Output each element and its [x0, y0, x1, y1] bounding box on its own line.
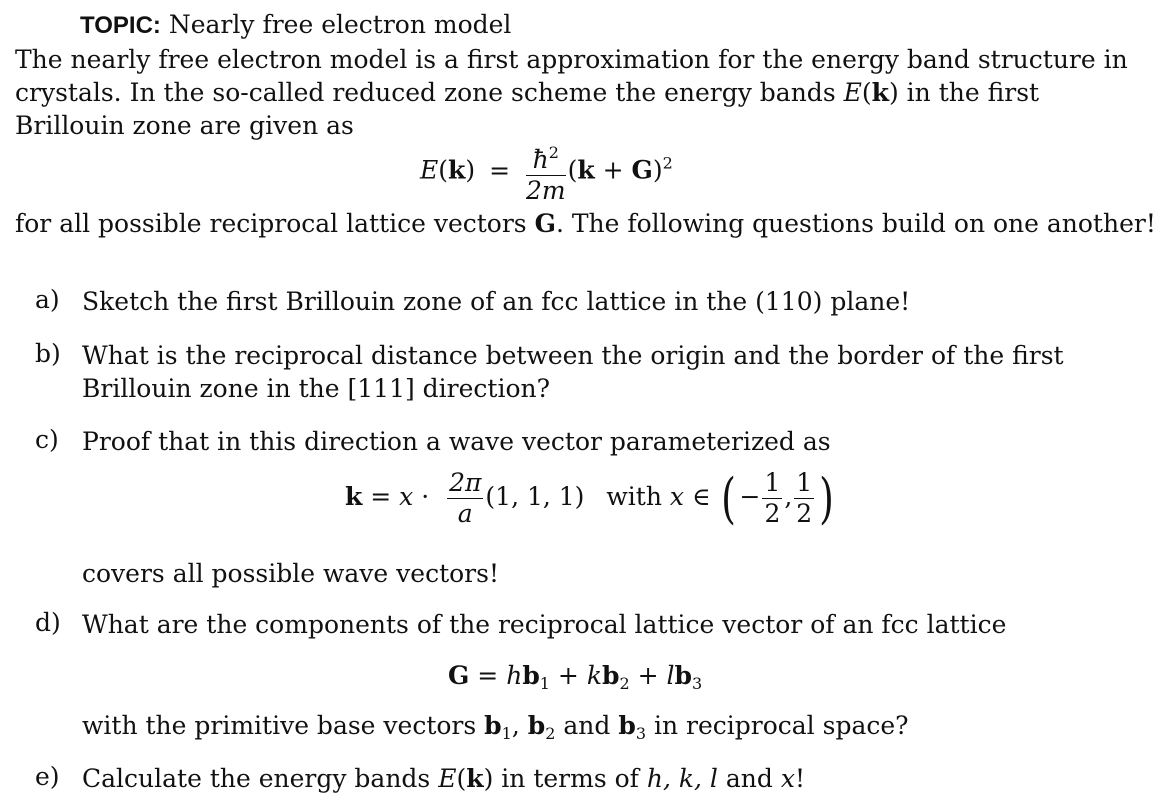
question-e-text: Calculate the energy bands E(k) in terms of h, k, l and x!	[82, 764, 805, 793]
e-text-b: in terms of	[501, 764, 639, 793]
question-e-label: e)	[35, 762, 60, 791]
eq2-fraction	[447, 470, 483, 527]
question-d-line-1: What are the components of the reciprocal lattice vector of an fcc lattice	[82, 610, 1007, 639]
eq3-s2: 2	[619, 674, 630, 693]
eq1-G: G	[631, 155, 653, 185]
eq1-fraction	[526, 140, 566, 204]
question-b-line-1: What is the reciprocal distance between the origin and the border of the first	[82, 341, 1064, 370]
d-b1: b	[484, 711, 502, 740]
d-line2-text: with the primitive base vectors	[82, 711, 477, 740]
eq1-paren: (	[438, 155, 449, 185]
open-paren-icon: (	[721, 466, 737, 530]
d-comma: ,	[511, 711, 520, 740]
reciprocal-vector-equation	[448, 659, 702, 700]
question-a-text: Sketch the first Brillouin zone of an fcc lattice in the (110) plane!	[82, 287, 911, 316]
e-E: E	[438, 764, 457, 793]
question-c-label: c)	[35, 425, 59, 454]
eq2-frac-1	[762, 470, 782, 527]
eq1-k: k	[448, 155, 466, 185]
intro-after-equation	[15, 207, 1156, 240]
wave-vector-equation	[345, 466, 837, 530]
eq3-plus1: +	[549, 661, 587, 690]
question-a-label: a)	[35, 285, 60, 314]
e-text-a: Calculate the energy bands	[82, 764, 431, 793]
eq1-equals: =	[489, 155, 511, 185]
eq3-l: l	[666, 661, 675, 690]
question-d-label: d)	[35, 608, 61, 637]
eq3-h: h	[506, 661, 523, 690]
intro-line-2-text: crystals. In the so-called reduced zone scheme the energy bands	[15, 78, 836, 107]
eq3-b3: b	[674, 661, 692, 690]
intro-line-2-end: in the first	[906, 78, 1040, 107]
eq2-in: ∈	[684, 482, 719, 511]
d-b3: b	[618, 711, 636, 740]
eq2-k: k	[345, 482, 363, 511]
e-vars: h, k, l	[646, 764, 718, 793]
after-eq-end: . The following questions build on one another!	[555, 209, 1156, 238]
eq2-frac-2	[794, 470, 814, 527]
energy-equation	[420, 140, 673, 204]
eq2-f1-den: 2	[764, 499, 781, 528]
topic-text: Nearly free electron model	[168, 10, 512, 39]
eq3-s1: 1	[539, 674, 550, 693]
e-end: !	[794, 764, 805, 793]
eq2-vector: (1, 1, 1)	[485, 482, 585, 511]
e-k: k	[466, 764, 484, 793]
eq2-f2-den: 2	[796, 499, 813, 528]
eq2-num: 2π	[449, 468, 482, 497]
eq1-E: E	[420, 155, 439, 185]
intro-line-3: Brillouin zone are given as	[15, 111, 354, 140]
eq1-rhs-open: (	[567, 155, 578, 185]
eq2-x2: x	[669, 482, 684, 511]
eq3-plus2: +	[629, 661, 667, 690]
d-line2-end: in reciprocal space?	[653, 711, 909, 740]
eq3-s3: 3	[691, 674, 703, 693]
d-s1: 1	[501, 724, 512, 743]
e-text-c: and	[725, 764, 773, 793]
eq2-den: a	[457, 499, 473, 528]
eq1-rhs-close: )	[652, 155, 663, 185]
eq2-f1-num: 1	[764, 468, 781, 497]
question-d-line-2	[82, 709, 909, 750]
eq2-equals: =	[362, 482, 400, 511]
question-c-line-1: Proof that in this direction a wave vector parameterized as	[82, 427, 831, 456]
question-b-line-2: Brillouin zone in the [111] direction?	[82, 374, 551, 403]
after-eq-text: for all possible reciprocal lattice vectors	[15, 209, 527, 238]
eq1-rhs-exp: 2	[662, 153, 673, 173]
eq3-G: G	[448, 661, 470, 690]
question-c-line-2: covers all possible wave vectors!	[82, 559, 500, 588]
eq1-plus: +	[594, 155, 632, 185]
hbar-symbol: ħ	[532, 145, 549, 174]
intro-line-2: crystals. In the so-called reduced zone scheme the energy bands E(k) in the first	[15, 78, 1040, 107]
topic-label: TOPIC:	[80, 12, 161, 39]
intro-line-1: The nearly free electron model is a first approximation for the energy band structure in	[15, 45, 1128, 74]
eq2-comma: ,	[784, 482, 793, 511]
d-and: and	[563, 711, 611, 740]
question-b-label: b)	[35, 339, 61, 368]
eq2-dot: ·	[413, 482, 438, 511]
d-b2: b	[527, 711, 546, 740]
topic-line	[80, 8, 511, 42]
eq3-b2: b	[601, 661, 620, 690]
d-s2: 2	[545, 724, 556, 743]
eq1-paren-close: )	[465, 155, 476, 185]
close-paren-icon: )	[819, 466, 835, 530]
G-symbol: G	[534, 209, 556, 238]
k-vector-symbol: k	[871, 78, 889, 107]
e-x: x	[780, 764, 795, 793]
eq3-k: k	[586, 661, 602, 690]
energy-symbol: E	[843, 78, 862, 107]
eq2-with: with	[606, 482, 662, 511]
eq1-rhs-k: k	[577, 155, 595, 185]
eq2-x: x	[399, 482, 414, 511]
eq1-den: 2m	[525, 176, 566, 205]
eq2-minus: −	[739, 482, 761, 511]
eq2-f2-num: 1	[796, 468, 813, 497]
eq1-num-exp: 2	[548, 143, 559, 162]
d-s3: 3	[635, 724, 647, 743]
eq3-equals: =	[469, 661, 507, 690]
eq3-b1: b	[522, 661, 540, 690]
